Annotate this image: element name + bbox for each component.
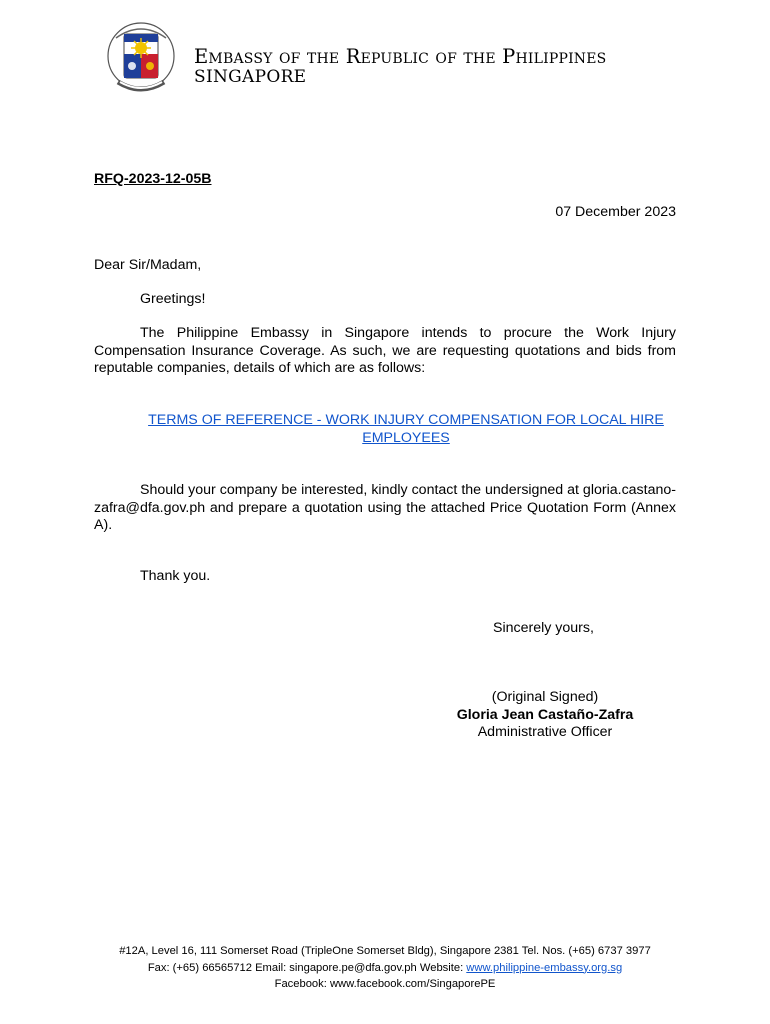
- contact-paragraph-text: Should your company be interested, kindly contact the undersigned at gloria.castano-zafra@dfa.gov.ph and prepare a quotation using the attached Price Quotation Form (Annex A).: [94, 482, 676, 533]
- letterhead: [104, 16, 704, 96]
- signatory-title: Administrative Officer: [477, 724, 613, 740]
- signed-note: (Original Signed): [491, 689, 599, 705]
- thank-you: Thank you.: [140, 568, 211, 584]
- salutation: Dear Sir/Madam,: [94, 257, 202, 273]
- footer-address: #12A, Level 16, 111 Somerset Road (TripleOne Somerset Bldg), Singapore 2381 Tel. Nos. (+65) 6737 3977: [119, 945, 651, 957]
- footer: [60, 943, 710, 993]
- contact-paragraph: [94, 482, 676, 535]
- intro-paragraph: [94, 325, 676, 378]
- intro-paragraph-text: The Philippine Embassy in Singapore intends to procure the Work Injury Compensation Insurance Coverage. As such, we are requesting quotations and bids from reputable companies, details of which are as follows:: [94, 325, 676, 376]
- reference-number: RFQ-2023-12-05B: [94, 171, 212, 187]
- philippine-seal-icon: [104, 16, 178, 94]
- website-link[interactable]: www.philippine-embassy.org.sg: [466, 961, 623, 974]
- signatory-name: Gloria Jean Castaño-Zafra: [456, 706, 634, 723]
- footer-contact: [60, 960, 710, 977]
- footer-contact-text: Fax: (+65) 66565712 Email: singapore.pe@dfa.gov.ph Website:: [147, 961, 467, 974]
- terms-of-reference-link[interactable]: TERMS OF REFERENCE - WORK INJURY COMPENSATION FOR LOCAL HIRE EMPLOYEES: [148, 412, 664, 446]
- signature-block: [430, 689, 660, 742]
- letter-date: 07 December 2023: [555, 204, 676, 220]
- greeting: Greetings!: [140, 291, 206, 307]
- embassy-name: Embassy of the Republic of the Philippines: [194, 45, 607, 68]
- closing: Sincerely yours,: [493, 620, 594, 636]
- footer-facebook: Facebook: www.facebook.com/SingaporePE: [274, 978, 496, 990]
- embassy-city: SINGAPORE: [194, 67, 307, 87]
